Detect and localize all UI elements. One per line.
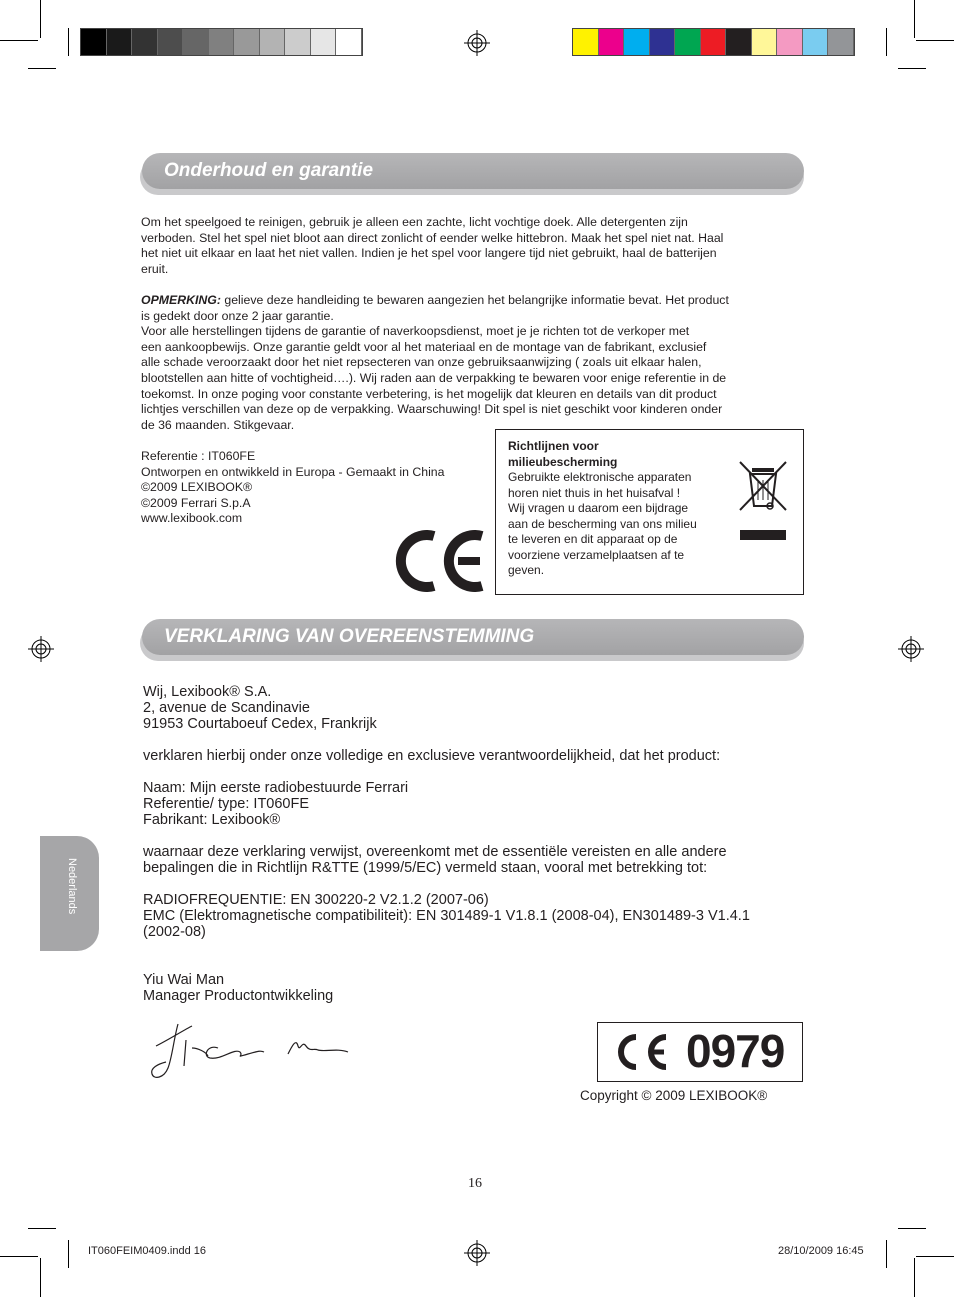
color-swatch	[726, 29, 752, 55]
color-swatch	[803, 29, 829, 55]
grayscale-color-bar	[80, 28, 363, 56]
ce-number: 0979	[686, 1025, 785, 1077]
crop-mark	[886, 1240, 887, 1268]
heading-line: Richtlijnen voor	[508, 439, 599, 453]
crop-mark	[68, 1240, 69, 1268]
heading-line: milieubescherming	[508, 454, 618, 469]
crop-mark	[28, 1228, 56, 1229]
text-line	[143, 956, 813, 972]
note-first-line	[141, 293, 801, 309]
color-swatch	[260, 29, 286, 55]
color-swatch	[285, 29, 311, 55]
text-line: horen niet thuis in het huisafval !	[508, 485, 681, 500]
color-swatch	[158, 29, 184, 55]
text-line	[143, 876, 813, 892]
section-banner-maintenance	[140, 153, 804, 189]
environment-body	[508, 470, 728, 579]
color-swatch	[599, 29, 625, 55]
section-title: VERKLARING VAN OVEREENSTEMMING	[164, 626, 535, 647]
text-line: 91953 Courtaboeuf Cedex, Frankrijk	[143, 716, 377, 732]
reference-line: Referentie : IT060FE	[141, 448, 256, 463]
environment-text	[508, 439, 728, 579]
color-swatch	[624, 29, 650, 55]
warranty-paragraph	[141, 309, 801, 434]
reference-line: Ontworpen en ontwikkeld in Europa - Gemaakt in China	[141, 464, 445, 479]
registration-mark-icon	[464, 30, 490, 56]
text-line: Yiu Wai Man	[143, 972, 225, 988]
text-line: eruit.	[141, 261, 169, 276]
reference-line: ©2009 Ferrari S.p.A	[141, 495, 251, 510]
text-line: lichtjes verschillen van deze op de verpakking. Waarschuwing! Dit spel is niet geschikt voor kinderen onder	[141, 402, 723, 417]
ce-number-box	[597, 1022, 803, 1082]
text-line: geven.	[508, 563, 545, 577]
text-line: Referentie/ type: IT060FE	[143, 796, 310, 812]
signature-image	[148, 1018, 358, 1082]
text-line: is gedekt door onze 2 jaar garantie.	[141, 308, 334, 323]
text-line: voorziene verzamelplaatsen af te	[508, 547, 685, 562]
text-line	[143, 940, 813, 956]
note-label: OPMERKING:	[141, 292, 221, 307]
color-swatch	[81, 29, 107, 55]
text-line	[143, 732, 813, 748]
text-line: blootstellen aan hitte of vochtigheid….). Wij raden aan de verpakking te bewaren voor enige referentie in de	[141, 370, 727, 385]
crop-mark	[898, 68, 926, 69]
text-line: Naam: Mijn eerste radiobestuurde Ferrari	[143, 780, 409, 796]
language-side-tab	[40, 836, 99, 951]
crop-mark	[40, 0, 41, 38]
color-swatch	[336, 29, 362, 55]
crop-mark	[0, 1256, 38, 1257]
reference-line: www.lexibook.com	[141, 511, 243, 526]
registration-mark-icon	[898, 636, 924, 662]
crossed-out-bin-icon	[730, 456, 794, 542]
section-title: Onderhoud en garantie	[164, 160, 374, 181]
color-swatch	[650, 29, 676, 55]
text-line	[143, 764, 813, 780]
text-line: een aankoopbewijs. Onze garantie geldt voor al het materiaal en de montage van de fabrikant, exclusief	[141, 339, 707, 354]
language-tab-label: Nederlands	[66, 858, 78, 915]
registration-mark-icon	[464, 1240, 490, 1266]
process-color-bar	[572, 28, 855, 56]
reference-line: ©2009 LEXIBOOK®	[141, 480, 253, 495]
text-line	[143, 828, 813, 844]
crop-mark	[914, 0, 915, 38]
text-line: verboden. Stel het spel niet bloot aan direct zonlicht of eender welke hittebron. Maak het spel niet nat. Haal	[141, 230, 724, 245]
crop-mark	[0, 40, 38, 41]
color-swatch	[132, 29, 158, 55]
environment-heading	[508, 439, 728, 470]
text-line: Manager Productontwikkeling	[143, 988, 334, 1004]
color-swatch	[675, 29, 701, 55]
text-line: aan de bescherming van ons milieu	[508, 516, 697, 531]
text-line: Fabrikant: Lexibook®	[143, 812, 281, 828]
declaration-text	[143, 684, 813, 1004]
crop-mark	[916, 40, 954, 41]
page-number: 16	[468, 1176, 482, 1191]
color-swatch	[701, 29, 727, 55]
copyright-text: Copyright © 2009 LEXIBOOK®	[580, 1088, 768, 1103]
text-line: (2002-08)	[143, 924, 206, 940]
registration-mark-icon	[28, 636, 54, 662]
text-line: bepalingen die in Richtlijn R&TTE (1999/5/EC) vermeld staan, vooral met betrekking tot:	[143, 860, 708, 876]
ce-mark-icon	[394, 530, 488, 592]
text-line: waarnaar deze verklaring verwijst, overeenkomt met de essentiële vereisten en alle andere	[143, 844, 727, 860]
crop-mark	[914, 1258, 915, 1297]
text-line: het niet uit elkaar en laat het niet vallen. Indien je het spel voor langere tijd niet gebruikt, haal de batterijen	[141, 246, 717, 261]
text-line: de 36 maanden. Stikgevaar.	[141, 417, 295, 432]
text-line: 2, avenue de Scandinavie	[143, 700, 310, 716]
color-swatch	[311, 29, 337, 55]
text-line: Wij, Lexibook® S.A.	[143, 684, 272, 700]
color-swatch	[573, 29, 599, 55]
environment-notice-box	[495, 429, 804, 595]
text-line: te leveren en dit apparaat op de	[508, 532, 678, 546]
color-swatch	[234, 29, 260, 55]
text-line: Wij vragen u daarom een bijdrage	[508, 501, 689, 515]
text-line: Om het speelgoed te reinigen, gebruik je alleen een zachte, licht vochtige doek. Alle detergenten zijn	[141, 215, 688, 229]
crop-mark	[916, 1256, 954, 1257]
color-swatch	[183, 29, 209, 55]
crop-mark	[886, 28, 887, 56]
text-line: Gebruikte elektronische apparaten	[508, 470, 692, 484]
footer-date: 28/10/2009 16:45	[778, 1245, 864, 1257]
ce-mark-icon	[612, 1033, 670, 1071]
crop-mark	[898, 1228, 926, 1229]
color-swatch	[828, 29, 854, 55]
text-line: toekomst. In onze poging voor constante verbetering, is het mogelijk dat kleuren en details van dit product	[141, 386, 717, 401]
text-line: Voor alle herstellingen tijdens de garantie of naverkoopsdienst, moet je je richten tot de verkoper met	[141, 324, 690, 339]
note-text: gelieve deze handleiding te bewaren aangezien het belangrijke informatie bevat. Het product	[220, 292, 729, 307]
text-line: alle schade veroorzaakt door het niet repsecteren van onze gebruiksaanwijzing ( zoals uit elkaar halen,	[141, 355, 702, 370]
crop-mark	[40, 1258, 41, 1297]
crop-mark	[28, 68, 56, 69]
maintenance-paragraph	[141, 215, 801, 277]
text-line: verklaren hierbij onder onze volledige en exclusieve verantwoordelijkheid, dat het product:	[143, 748, 721, 764]
text-line: RADIOFREQUENTIE: EN 300220-2 V2.1.2 (2007-06)	[143, 892, 489, 908]
color-swatch	[209, 29, 235, 55]
color-swatch	[107, 29, 133, 55]
color-swatch	[777, 29, 803, 55]
footer-file-name: IT060FEIM0409.indd 16	[88, 1245, 207, 1257]
section-banner-declaration	[140, 619, 804, 655]
color-swatch	[752, 29, 778, 55]
crop-mark	[68, 28, 69, 56]
text-line: EMC (Elektromagnetische compatibiliteit): EN 301489-1 V1.8.1 (2008-04), EN301489-3 V1.4.1	[143, 908, 750, 924]
